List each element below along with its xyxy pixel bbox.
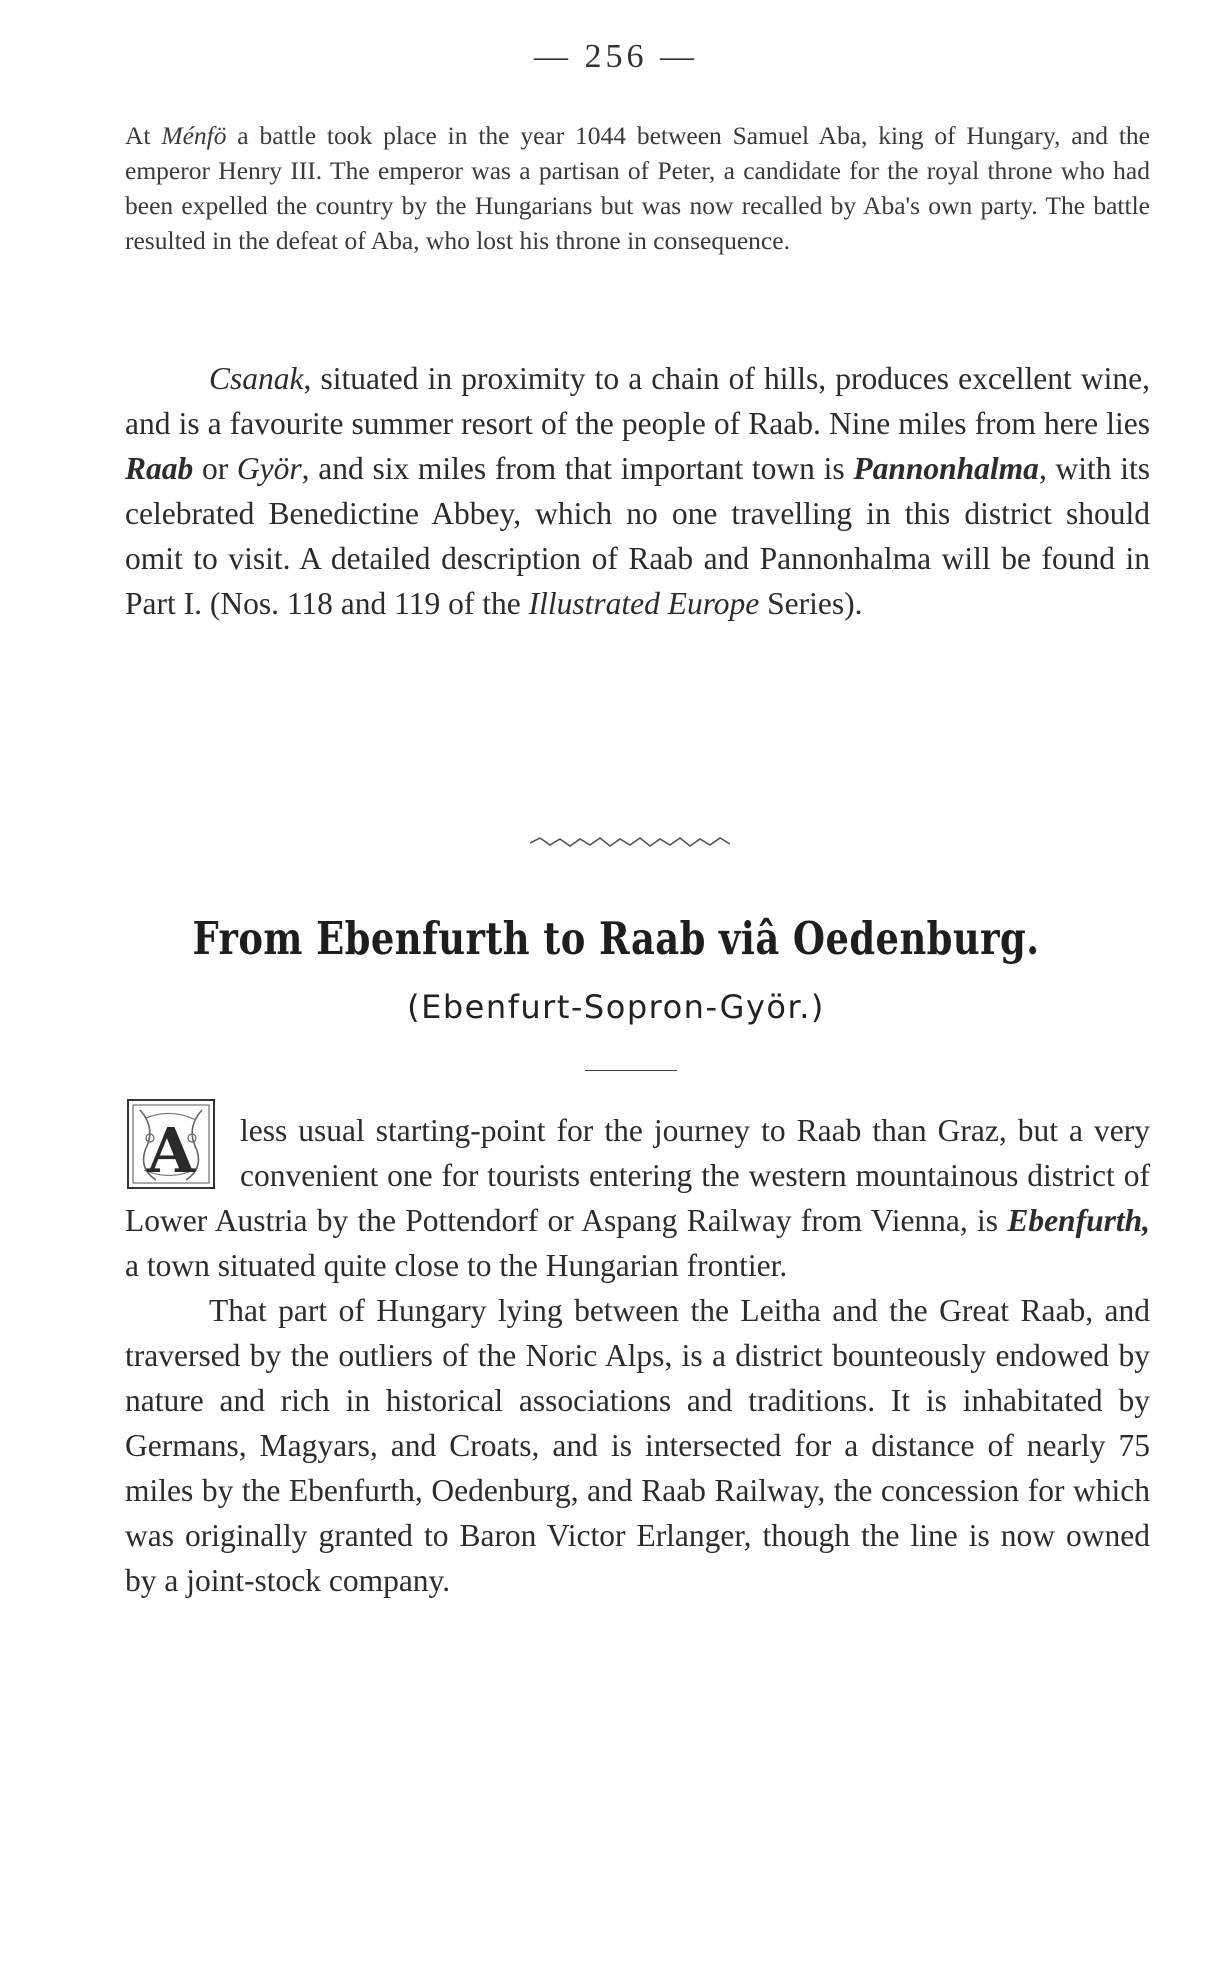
intro-rest: a battle took place in the year 1044 between Samuel Aba, king of Hungary, and the emperor Henry III. The emperor was a partisan of Peter, a candidate for the royal throne who had been expelled the country by the Hungarians but was now recalled by Aba's own party. The battle resulted in the defeat of Aba, who lost his throne in consequence. — [125, 121, 1150, 255]
csanak-text-4: , with its celebrated Benedictine Abbey, which no one travelling in this district should omit to visit. A detailed description of Raab and Pannonhalma will be found in Part I. (Nos. 118 and 119 of the — [125, 451, 1150, 621]
section-body — [125, 1108, 1150, 1603]
section-paragraph-2: That part of Hungary lying between the Leitha and the Great Raab, and traversed by the outliers of the Noric Alps, is a district bounteously endowed by nature and rich in historical associations and traditions. It is inhabitated by Germans, Magyars, and Croats, and is intersected for a distance of nearly 75 miles by the Ebenfurth, Oedenburg, and Raab Railway, the concession for which was originally granted to Baron Victor Erlanger, though the line is now owned by a joint-stock company. — [125, 1293, 1150, 1598]
place-gyor: Györ — [236, 451, 302, 486]
csanak-text-2: or — [193, 451, 237, 486]
csanak-text-3: , and six miles from that important town is — [301, 451, 854, 486]
section-title: From Ebenfurth to Raab viâ Oedenburg. — [192, 912, 1040, 965]
page-number: — 256 — — [534, 38, 698, 75]
place-csanak: Csanak — [209, 361, 304, 396]
dropcap-letter: A — [146, 1114, 196, 1187]
csanak-text-5: Series). — [759, 586, 863, 621]
section-subtitle: (Ebenfurt-Sopron-Györ.) — [407, 988, 825, 1026]
section-p1-text-a: less usual starting-point for the journey to Raab than Graz, but a very convenient one for tourists entering the western mountainous district of Lower Austria by the Pottendorf or Aspang Railway from Vienna, is — [125, 1113, 1150, 1238]
series-name: Illustrated Europe — [528, 586, 760, 621]
intro-paragraph — [125, 118, 1150, 258]
place-raab: Raab — [125, 451, 194, 486]
csanak-text-1: , situated in proximity to a chain of hills, produces excellent wine, and is a favourite summer resort of the people of Raab. Nine miles from here lies — [125, 361, 1150, 441]
section-p1-text-b: a town situated quite close to the Hungarian frontier. — [125, 1248, 788, 1283]
place-ebenfurth: Ebenfurth, — [1007, 1203, 1150, 1238]
intro-prefix: At — [125, 121, 162, 150]
place-pannonhalma: Pannonhalma — [853, 451, 1039, 486]
title-rule — [585, 1070, 677, 1071]
section-paragraph-1 — [125, 1108, 1150, 1288]
csanak-paragraph — [125, 356, 1150, 626]
wavy-divider-ornament — [530, 836, 730, 850]
place-menfo: Ménfö — [161, 121, 227, 150]
